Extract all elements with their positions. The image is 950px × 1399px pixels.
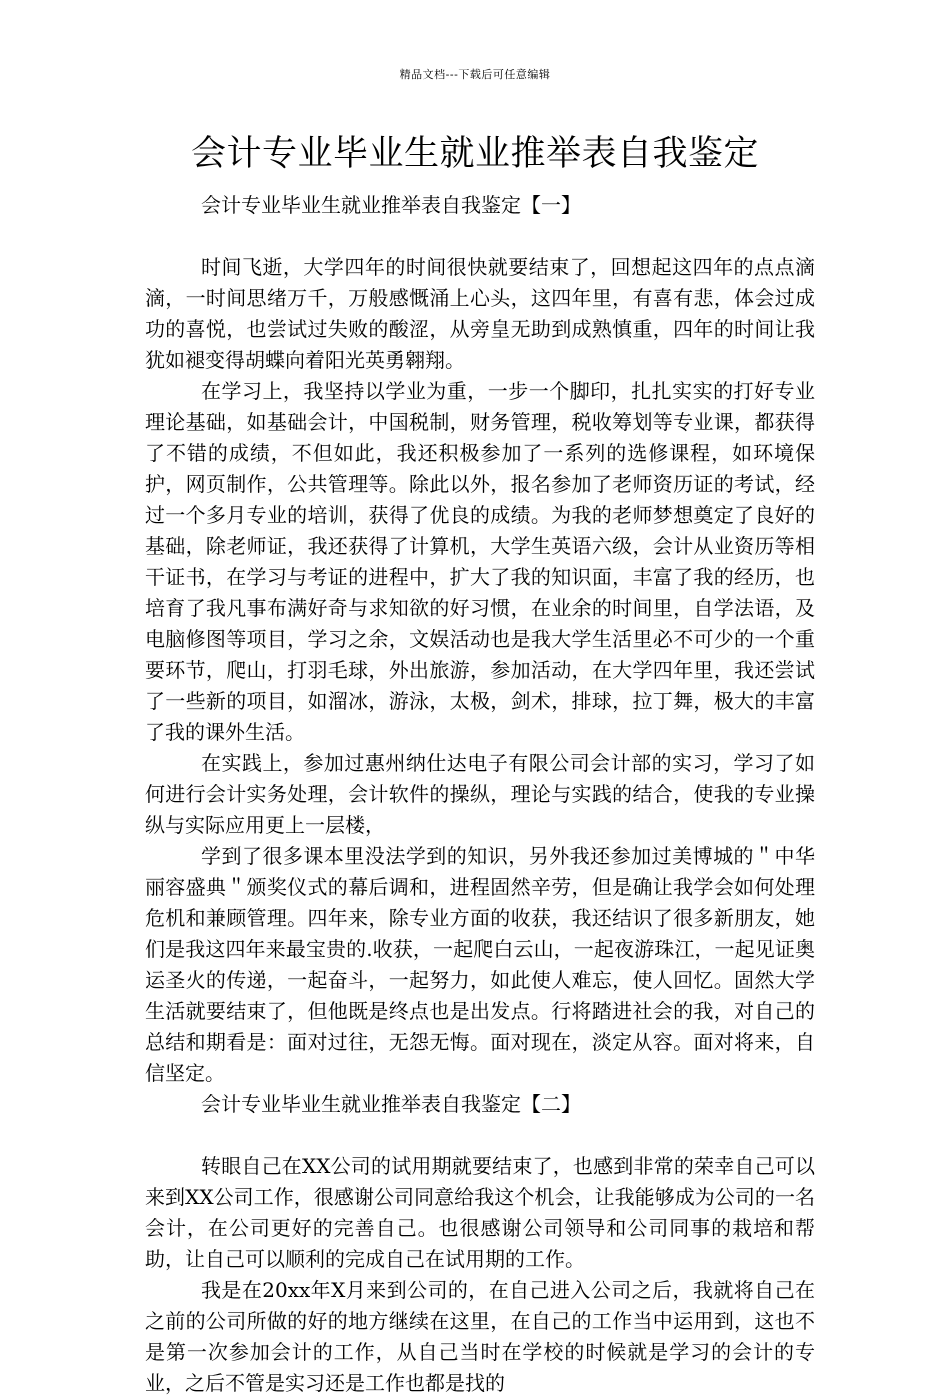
paragraph: 时间飞逝，大学四年的时间很快就要结束了，回想起这四年的点点滴滴，一时间思绪万千，万般感慨涌上心头，这四年里，有喜有悲，体会过成功的喜悦，也尝试过失败的酸涩，从旁皇无助到成熟慎重，四年的时间让我犹如褪变得胡蝶向着阳光英勇翱翔。: [145, 255, 815, 372]
paragraph: 在实践上，参加过惠州纳仕达电子有限公司会计部的实习，学习了如何进行会计实务处理，会计软件的操纵，理论与实践的结合，使我的专业操纵与实际应用更上一层楼，: [145, 751, 815, 837]
spacer: [145, 221, 815, 252]
paragraph: 转眼自己在XX公司的试用期就要结束了，也感到非常的荣幸自己可以来到XX公司工作，很感谢公司同意给我这个机会，让我能够成为公司的一名会计，在公司更好的完善自己。也很感谢公司领导和公司同事的栽培和帮助，让自己可以顺利的完成自己在试用期的工作。: [145, 1154, 815, 1271]
paragraph: 在学习上，我坚持以学业为重，一步一个脚印，扎扎实实的打好专业理论基础，如基础会计，中国税制，财务管理，税收筹划等专业课，都获得了不错的成绩，不但如此，我还积极参加了一系列的选修课程，如环境保护，网页制作，公共管理等。除此以外，报名参加了老师资历证的考试，经过一个多月专业的培训，获得了优良的成绩。为我的老师梦想奠定了良好的基础，除老师证，我还获得了计算机，大学生英语六级，会计从业资历等相干证书，在学习与考证的进程中，扩大了我的知识面，丰富了我的经历，也培育了我凡事布满好奇与求知欲的好习惯，在业余的时间里，自学法语，及电脑修图等项目，学习之余，文娱活动也是我大学生活里必不可少的一个重要环节，爬山，打羽毛球，外出旅游，参加活动，在大学四年里，我还尝试了一些新的项目，如溜冰，游泳，太极，剑术，排球，拉丁舞，极大的丰富了我的课外生活。: [145, 379, 815, 744]
document-title: 会计专业毕业生就业推举表自我鉴定: [190, 134, 759, 174]
section-heading-1: 会计专业毕业生就业推举表自我鉴定【一】: [201, 193, 581, 217]
paragraph: 我是在20xx年X月来到公司的，在自己进入公司之后，我就将自己在之前的公司所做的好的地方继续在这里，在自己的工作当中运用到，这也不是第一次参加会计的工作，从自己当时在学校的时候就是学习的会计的专业，之后不管是实习还是工作也都是找的: [145, 1278, 815, 1395]
spacer: [145, 1120, 815, 1151]
section-heading-2: 会计专业毕业生就业推举表自我鉴定【二】: [201, 1092, 581, 1116]
header-note: 精品文档---下载后可任意编辑: [399, 68, 551, 81]
document-body: [145, 190, 815, 1399]
paragraph: 学到了很多课本里没法学到的知识，另外我还参加过美博城的＂中华丽容盛典＂颁奖仪式的幕后调和，进程固然辛劳，但是确让我学会如何处理危机和兼顾管理。四年来，除专业方面的收获，我还结识了很多新朋友，她们是我这四年来最宝贵的.收获，一起爬白云山，一起夜游珠江，一起见证奥运圣火的传递，一起奋斗，一起努力，如此使人难忘，使人回忆。固然大学生活就要结束了，但他既是终点也是出发点。行将踏进社会的我，对自己的总结和期看是：面对过往，无怨无悔。面对现在，淡定从容。面对将来，自信坚定。: [145, 844, 815, 1085]
